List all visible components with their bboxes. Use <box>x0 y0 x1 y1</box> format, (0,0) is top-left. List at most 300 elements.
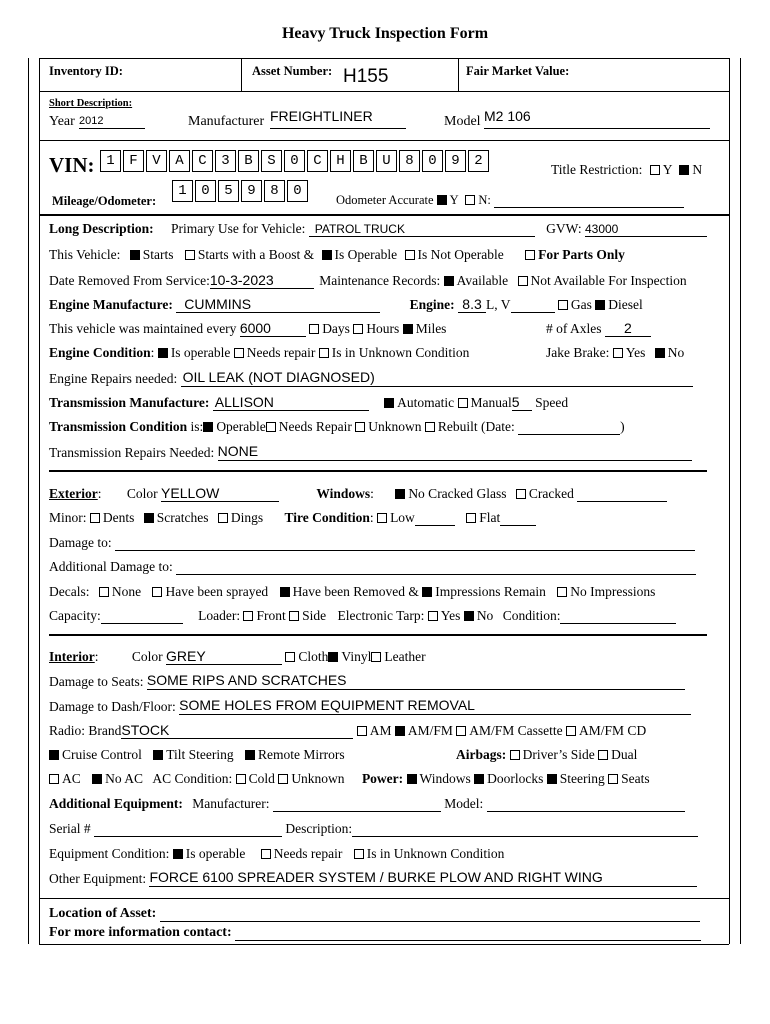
additional-damage-field[interactable] <box>176 562 696 575</box>
manufacturer-field[interactable] <box>270 108 406 129</box>
odometer-accurate-n-checkbox[interactable] <box>465 195 475 205</box>
mirrors-label: Remote Mirrors <box>258 747 345 762</box>
vin-char: 3 <box>215 150 236 172</box>
serial-field[interactable] <box>94 824 282 837</box>
vin-char: B <box>353 150 374 172</box>
airbags-label: Airbags: <box>456 747 507 762</box>
cracked-checkbox[interactable] <box>516 489 526 499</box>
radio-am-checkbox[interactable] <box>357 726 367 736</box>
frame-bottom <box>39 944 729 945</box>
vinyl-label: Vinyl <box>341 649 372 664</box>
other-equipment-row <box>49 869 697 887</box>
tarp-yes-label: Yes <box>440 608 461 623</box>
vin-char: A <box>169 150 190 172</box>
model-label: Model <box>444 114 481 129</box>
tilt-checkbox[interactable] <box>153 750 163 760</box>
radio-cassette-label: AM/FM Cassette <box>469 723 563 738</box>
odometer-accurate <box>336 193 684 208</box>
trans-mfr-row <box>49 394 568 411</box>
trans-cond-label: Transmission Condition <box>49 419 188 434</box>
dings-checkbox[interactable] <box>218 513 228 523</box>
records-available-label: Available <box>456 273 509 288</box>
tarp-condition-field[interactable] <box>560 611 676 624</box>
cloth-checkbox[interactable] <box>285 652 295 662</box>
loader-side-label: Side <box>302 608 327 623</box>
tarp-no-checkbox[interactable] <box>464 611 474 621</box>
year-field[interactable] <box>79 112 145 129</box>
vin-char: U <box>376 150 397 172</box>
trans-rebuilt-checkbox[interactable] <box>425 422 435 432</box>
maintained-value: 6000 <box>239 320 271 336</box>
speed-label: Speed <box>535 395 569 410</box>
trans-mfr-value: ALLISON <box>214 394 274 410</box>
trans-needs-repair-checkbox[interactable] <box>266 422 276 432</box>
engine-mfr-value: CUMMINS <box>184 296 252 312</box>
tire-low-label: Low <box>390 510 415 525</box>
radio-cd-label: AM/FM CD <box>579 723 647 738</box>
equipment-label: Additional Equipment: <box>49 796 183 811</box>
equipment-cond-label: Equipment Condition: <box>49 846 170 861</box>
equipment-row <box>49 796 685 812</box>
this-vehicle-row <box>49 247 625 263</box>
diesel-checkbox[interactable] <box>595 300 605 310</box>
engine-lv-label: L, V <box>486 297 511 312</box>
maintained-field[interactable] <box>240 320 306 337</box>
gas-label: Gas <box>570 297 592 312</box>
engine-l-field[interactable] <box>458 296 486 313</box>
year-label: Year <box>49 114 75 129</box>
equipment-model-field[interactable] <box>487 799 685 812</box>
contact-row <box>49 925 701 941</box>
engine-v-field[interactable] <box>511 300 555 313</box>
long-desc-row <box>49 221 707 237</box>
engine-mfr-field[interactable] <box>176 296 380 313</box>
engine-repairs-label: Engine Repairs needed: <box>49 371 178 386</box>
odometer-digit: 8 <box>264 180 285 202</box>
trans-repairs-label: Transmission Repairs Needed: <box>49 445 215 460</box>
interior-color-value: GREY <box>166 648 206 664</box>
engine-cond-row: Engine Condition: Is operable Needs repair Is in Unknown Condition <box>49 345 470 360</box>
engine-label: Engine: <box>409 297 455 312</box>
equipment-operable-checkbox[interactable] <box>173 849 183 859</box>
damage-row <box>49 535 695 551</box>
no-cracked-glass-label: No Cracked Glass <box>408 486 507 501</box>
tire-flat-label: Flat <box>479 510 501 525</box>
power-label: Power: <box>361 771 404 786</box>
header-col-divider-2 <box>458 58 459 91</box>
radio-value: STOCK <box>121 722 170 738</box>
model-value: M2 106 <box>484 108 531 124</box>
power-seats-label: Seats <box>621 771 650 786</box>
other-equipment-value: FORCE 6100 SPREADER SYSTEM / BURKE PLOW AND RIGHT WING <box>149 869 603 885</box>
power-windows-label: Windows <box>419 771 471 786</box>
interior-color-field[interactable] <box>166 648 282 665</box>
equipment-needs-repair-label: Needs repair <box>273 846 343 861</box>
contact-field[interactable] <box>235 928 701 941</box>
asset-number-label: Asset Number: <box>252 64 333 78</box>
exterior-color-field[interactable] <box>161 485 279 502</box>
gvw-field[interactable] <box>585 221 707 237</box>
dents-label: Dents <box>102 510 135 525</box>
serial-row <box>49 821 698 837</box>
gvw-label: GVW: <box>546 221 582 236</box>
no-ac-label: No AC <box>105 771 144 786</box>
title-restriction-y-checkbox[interactable] <box>650 165 660 175</box>
location-label: Location of Asset: <box>49 906 157 921</box>
serial-label: Serial # <box>49 821 91 836</box>
odometer-accurate-label: Odometer Accurate <box>336 193 434 207</box>
loader-front-label: Front <box>256 608 286 623</box>
decals-none-label: None <box>111 584 142 599</box>
tarp-yes-checkbox[interactable] <box>428 611 438 621</box>
equipment-cond-row <box>49 846 504 862</box>
impressions-remain-checkbox[interactable] <box>422 587 432 597</box>
ac-label: AC <box>62 771 81 786</box>
trans-repairs-field[interactable] <box>218 443 692 461</box>
equipment-manufacturer-label: Manufacturer: <box>192 796 270 811</box>
vinyl-checkbox[interactable] <box>328 652 338 662</box>
rebuilt-date-field[interactable] <box>518 422 620 435</box>
location-row <box>49 906 700 922</box>
radio-cassette-checkbox[interactable] <box>456 726 466 736</box>
engine-repairs-row <box>49 369 693 387</box>
trans-unknown-checkbox[interactable] <box>355 422 365 432</box>
impressions-remain-label: Impressions Remain <box>435 584 546 599</box>
equipment-manufacturer-field[interactable] <box>273 799 441 812</box>
tarp-label: Electronic Tarp: <box>337 608 425 623</box>
records-available-checkbox[interactable] <box>444 276 454 286</box>
engine-operable-label: Is operable <box>170 345 231 360</box>
capacity-row <box>49 608 676 624</box>
vin-char: H <box>330 150 351 172</box>
capacity-field[interactable] <box>101 611 183 624</box>
additional-damage-label: Additional Damage to: <box>49 559 173 574</box>
loader-label: Loader: <box>198 608 241 623</box>
other-equipment-label: Other Equipment: <box>49 871 147 886</box>
cruise-label: Cruise Control <box>62 747 142 762</box>
radio-amfm-label: AM/FM <box>407 723 453 738</box>
vin-char: 9 <box>445 150 466 172</box>
airbags-driver-checkbox[interactable] <box>510 750 520 760</box>
damage-field[interactable] <box>115 538 695 551</box>
primary-use-label: Primary Use for Vehicle: <box>171 221 306 236</box>
vin-char: C <box>192 150 213 172</box>
tire-flat-checkbox[interactable] <box>466 513 476 523</box>
scratches-checkbox[interactable] <box>144 513 154 523</box>
tarp-no-label: No <box>476 608 494 623</box>
airbags-dual-checkbox[interactable] <box>598 750 608 760</box>
vin-char: 0 <box>284 150 305 172</box>
cruise-checkbox[interactable] <box>49 750 59 760</box>
ac-unknown-label: Unknown <box>291 771 345 786</box>
vin-char: 0 <box>422 150 443 172</box>
jake-yes-checkbox[interactable] <box>613 348 623 358</box>
year-value: 2012 <box>79 115 104 127</box>
jake-no-label: No <box>667 345 685 360</box>
outer-frame-left <box>28 58 29 944</box>
vin-boxes[interactable] <box>100 150 491 172</box>
dash-value: SOME HOLES FROM EQUIPMENT REMOVAL <box>179 697 475 713</box>
ac-cond-label: AC Condition: <box>152 771 233 786</box>
equipment-needs-repair-checkbox[interactable] <box>261 849 271 859</box>
odometer-digit: 1 <box>172 180 193 202</box>
manufacturer-value: FREIGHTLINER <box>270 108 373 124</box>
vin-char: V <box>146 150 167 172</box>
decals-sprayed-checkbox[interactable] <box>152 587 162 597</box>
scratches-label: Scratches <box>156 510 209 525</box>
location-field[interactable] <box>160 909 700 922</box>
radio-am-label: AM <box>369 723 392 738</box>
no-cracked-glass-checkbox[interactable] <box>395 489 405 499</box>
axles <box>546 320 651 337</box>
vin-divider <box>39 214 729 216</box>
form-title: Heavy Truck Inspection Form <box>281 25 489 42</box>
trans-cond-is: is: <box>190 419 204 434</box>
not-operable-label: Is Not Operable <box>417 247 504 262</box>
date-removed-field[interactable] <box>210 272 314 289</box>
trans-operable-checkbox[interactable] <box>203 422 213 432</box>
power-steering-checkbox[interactable] <box>547 774 557 784</box>
trans-mfr-field[interactable] <box>213 394 369 411</box>
header-col-divider-1 <box>241 58 242 91</box>
fair-market-label: Fair Market Value: <box>466 64 570 78</box>
cracked-label: Cracked <box>528 486 574 501</box>
automatic-checkbox[interactable] <box>384 398 394 408</box>
decals-removed-checkbox[interactable] <box>280 587 290 597</box>
trans-needs-repair-label: Needs Repair <box>278 419 352 434</box>
engine-operable-checkbox[interactable] <box>158 348 168 358</box>
engine-repairs-field[interactable] <box>181 369 693 387</box>
jake-no-checkbox[interactable] <box>655 348 665 358</box>
capacity-label: Capacity: <box>49 608 101 623</box>
seats-row <box>49 672 685 690</box>
no-impressions-label: No Impressions <box>570 584 656 599</box>
vin-char: F <box>123 150 144 172</box>
cloth-label: Cloth <box>298 649 329 664</box>
date-removed-value: 10-3-2023 <box>209 272 274 288</box>
hours-label: Hours <box>366 321 400 336</box>
vin-char: 2 <box>468 150 489 172</box>
odometer-boxes[interactable] <box>172 180 310 202</box>
equipment-model-label: Model: <box>444 796 484 811</box>
jake-brake-label: Jake Brake: <box>546 345 610 360</box>
odometer-accurate-n-field[interactable] <box>494 195 684 208</box>
options-row <box>49 747 345 763</box>
engine-unknown-label: Is in Unknown Condition <box>331 345 470 360</box>
long-desc-label: Long Description: <box>49 221 154 236</box>
model-field[interactable] <box>484 108 710 129</box>
odometer-accurate-y-label: Y <box>449 193 459 207</box>
no-impressions-checkbox[interactable] <box>557 587 567 597</box>
decals-removed-label: Have been Removed & <box>292 584 419 599</box>
equipment-operable-label: Is operable <box>185 846 246 861</box>
power-steering-label: Steering <box>559 771 605 786</box>
trans-repairs-value: NONE <box>217 443 259 459</box>
radio-label: Radio: Brand <box>49 723 122 738</box>
trans-cond-row: Transmission Condition is: Operable Needs Repair Unknown Rebuilt (Date: ) <box>49 419 625 434</box>
vin-char: C <box>307 150 328 172</box>
power-doorlocks-checkbox[interactable] <box>474 774 484 784</box>
parts-only-label: For Parts Only <box>538 247 625 262</box>
date-removed-label: Date Removed From Service: <box>49 273 210 288</box>
inventory-id-label: Inventory ID: <box>49 64 123 78</box>
seats-label: Damage to Seats: <box>49 674 144 689</box>
primary-use-field[interactable] <box>309 221 535 237</box>
parts-only-checkbox[interactable] <box>525 250 535 260</box>
leather-checkbox[interactable] <box>371 652 381 662</box>
starts-boost-checkbox[interactable] <box>185 250 195 260</box>
interior-row: Interior: Color GREY Cloth Vinyl Leather <box>49 648 426 664</box>
diesel-label: Diesel <box>608 297 643 312</box>
seats-field[interactable] <box>147 672 685 690</box>
tire-low-field[interactable] <box>415 513 455 526</box>
maintained-label: This vehicle was maintained every <box>49 321 237 336</box>
vin-char: S <box>261 150 282 172</box>
maint-records-label: Maintenance Records: <box>319 273 441 288</box>
radio-field[interactable] <box>121 722 353 739</box>
outer-frame-right <box>740 58 741 944</box>
trans-mfr-label: Transmission Manufacture: <box>49 395 210 410</box>
gas-checkbox[interactable] <box>558 300 568 310</box>
odometer-digit: 5 <box>218 180 239 202</box>
title-restriction-n-label: N <box>692 162 703 177</box>
primary-use-value: PATROL TRUCK <box>314 222 405 236</box>
gvw-value: 43000 <box>584 222 619 236</box>
exterior-divider <box>49 470 707 472</box>
engine-cond-label: Engine Condition <box>49 345 151 360</box>
this-vehicle-label: This Vehicle: <box>49 247 121 262</box>
engine-mfr-row <box>49 296 643 313</box>
title-restriction-label: Title Restriction: <box>551 162 643 177</box>
engine-repairs-value: OIL LEAK (NOT DIAGNOSED) <box>182 369 375 385</box>
engine-unknown-checkbox[interactable] <box>319 348 329 358</box>
title-restriction <box>551 162 702 178</box>
equipment-unknown-checkbox[interactable] <box>354 849 364 859</box>
equipment-description-field[interactable] <box>352 824 698 837</box>
airbags <box>456 747 637 763</box>
trans-rebuilt-label: Rebuilt (Date: <box>437 419 515 434</box>
exterior-row: Exterior: Color YELLOW Windows: No Cracked Glass Cracked <box>49 485 667 502</box>
power-windows-checkbox[interactable] <box>407 774 417 784</box>
days-label: Days <box>322 321 350 336</box>
vin-char: 1 <box>100 150 121 172</box>
equipment-description-label: Description: <box>285 821 353 836</box>
frame-top <box>39 58 729 59</box>
vin-label: VIN: <box>49 153 95 177</box>
ac-unknown-checkbox[interactable] <box>278 774 288 784</box>
records-not-available-checkbox[interactable] <box>518 276 528 286</box>
engine-mfr-label: Engine Manufacture: <box>49 297 173 312</box>
exterior-color-label: Color <box>126 486 158 501</box>
axles-value: 2 <box>623 320 632 336</box>
miles-label: Miles <box>415 321 447 336</box>
starts-label: Starts <box>142 247 174 262</box>
ac-checkbox[interactable] <box>49 774 59 784</box>
equipment-unknown-label: Is in Unknown Condition <box>366 846 505 861</box>
starts-checkbox[interactable] <box>130 250 140 260</box>
manufacturer-label: Manufacturer <box>188 114 265 129</box>
manual-checkbox[interactable] <box>458 398 468 408</box>
not-operable-checkbox[interactable] <box>405 250 415 260</box>
ac-cold-label: Cold <box>248 771 275 786</box>
interior-color-label: Color <box>131 649 163 664</box>
date-removed-row <box>49 272 687 289</box>
odometer-accurate-n-label: N: <box>478 193 491 207</box>
power-seats-checkbox[interactable] <box>608 774 618 784</box>
exterior-color-value: YELLOW <box>161 485 220 501</box>
loader-side-checkbox[interactable] <box>289 611 299 621</box>
interior-label: Interior <box>49 649 95 664</box>
ac-row <box>49 771 650 787</box>
engine-needs-repair-checkbox[interactable] <box>234 348 244 358</box>
damage-label: Damage to: <box>49 535 112 550</box>
windows-label: Windows <box>316 486 371 501</box>
speed-field[interactable] <box>512 394 532 411</box>
starts-boost-label: Starts with a Boost & <box>197 247 315 262</box>
header-divider <box>39 91 729 92</box>
trans-unknown-label: Unknown <box>368 419 422 434</box>
odometer-digit: 0 <box>195 180 216 202</box>
asset-number-value[interactable]: H155 <box>343 66 389 87</box>
tire-low-checkbox[interactable] <box>377 513 387 523</box>
no-ac-checkbox[interactable] <box>92 774 102 784</box>
dash-label: Damage to Dash/Floor: <box>49 699 176 714</box>
exterior-label: Exterior <box>49 486 98 501</box>
dents-checkbox[interactable] <box>90 513 100 523</box>
axles-field[interactable] <box>605 320 651 337</box>
radio-cd-checkbox[interactable] <box>566 726 576 736</box>
ac-cold-checkbox[interactable] <box>236 774 246 784</box>
dash-field[interactable] <box>179 697 691 715</box>
odometer-digit: 9 <box>241 180 262 202</box>
airbags-dual-label: Dual <box>611 747 638 762</box>
decals-none-checkbox[interactable] <box>99 587 109 597</box>
trans-operable-label: Operable <box>216 419 266 434</box>
other-equipment-field[interactable] <box>149 869 697 887</box>
days-checkbox[interactable] <box>309 324 319 334</box>
mirrors-checkbox[interactable] <box>245 750 255 760</box>
contact-label: For more information contact: <box>49 925 232 940</box>
hours-checkbox[interactable] <box>353 324 363 334</box>
minor-row: Minor: Dents Scratches Dings Tire Condition: Low Flat <box>49 510 536 526</box>
decals-row <box>49 584 655 600</box>
short-desc-divider <box>39 140 729 141</box>
is-operable-checkbox[interactable] <box>322 250 332 260</box>
radio-amfm-checkbox[interactable] <box>395 726 405 736</box>
odometer-digit: 0 <box>287 180 308 202</box>
engine-l-value: 8.3 <box>462 296 482 312</box>
vin-char: 8 <box>399 150 420 172</box>
title-restriction-n-checkbox[interactable] <box>679 165 689 175</box>
miles-checkbox[interactable] <box>403 324 413 334</box>
vin-char: B <box>238 150 259 172</box>
dash-row <box>49 697 691 715</box>
footer-divider <box>39 898 729 899</box>
tarp-condition-label: Condition: <box>502 608 561 623</box>
tire-flat-field[interactable] <box>500 513 536 526</box>
minor-label: Minor: <box>49 510 87 525</box>
airbags-driver-label: Driver’s Side <box>522 747 595 762</box>
odometer-accurate-y-checkbox[interactable] <box>437 195 447 205</box>
tire-cond-label: Tire Condition <box>284 510 370 525</box>
is-operable-label: Is Operable <box>334 247 398 262</box>
short-desc-label: Short Description: <box>49 98 133 109</box>
manual-label: Manual <box>470 395 512 410</box>
interior-divider <box>49 634 707 636</box>
loader-front-checkbox[interactable] <box>243 611 253 621</box>
jake-brake <box>546 345 684 361</box>
cracked-field[interactable] <box>577 489 667 502</box>
